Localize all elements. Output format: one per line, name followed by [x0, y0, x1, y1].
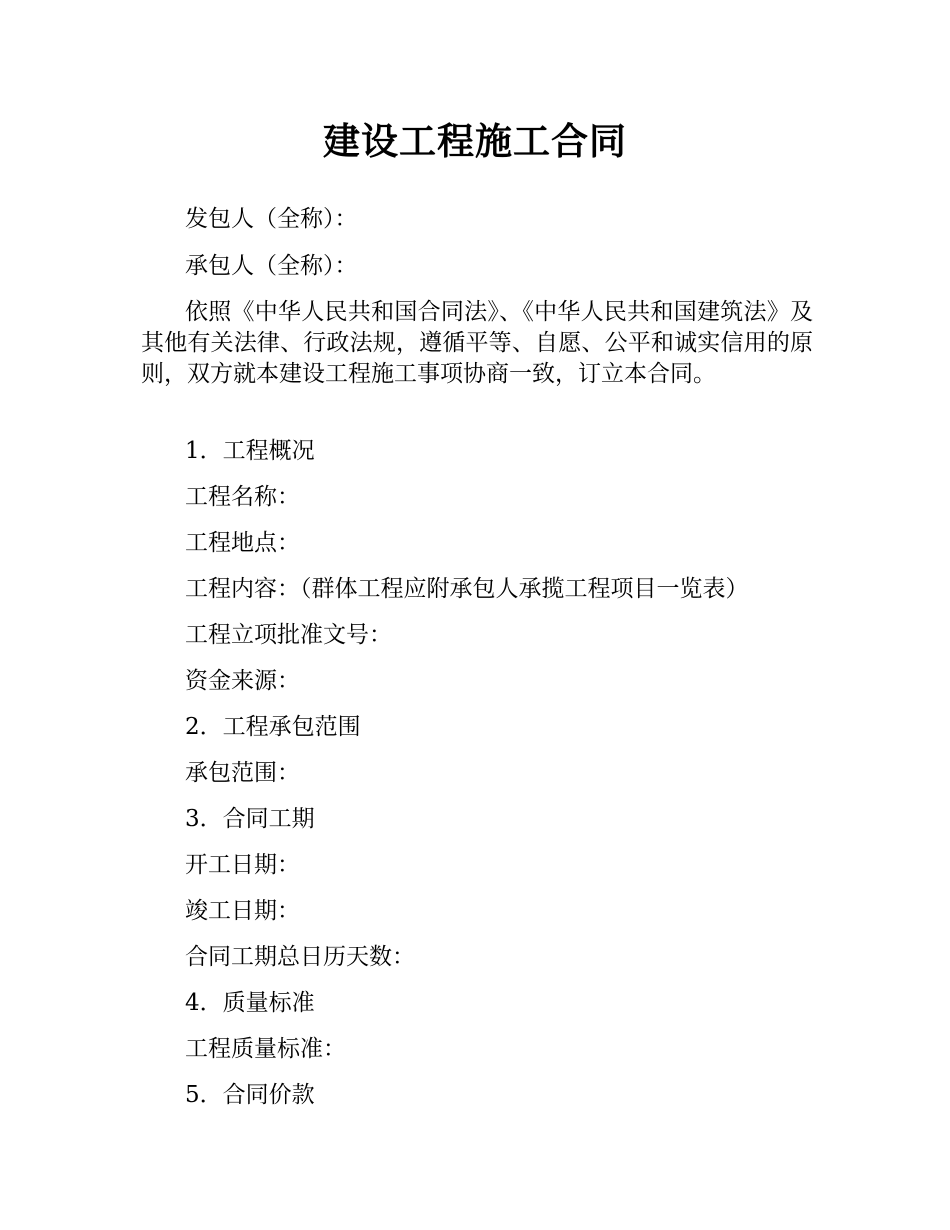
field-project-name: 工程名称：: [185, 484, 300, 510]
field-approval-number: 工程立项批准文号：: [185, 622, 392, 648]
section-heading-scope: 2．工程承包范围: [185, 714, 361, 740]
intro-paragraph: 依照《中华人民共和国合同法》、《中华人民共和国建筑法》及其他有关法律、行政法规，遵循平等、自愿、公平和诚实信用的原则，双方就本建设工程施工事项协商一致，订立本合同。: [141, 299, 813, 387]
section-heading-period: 3．合同工期: [185, 806, 315, 832]
field-project-location: 工程地点：: [185, 530, 300, 556]
field-completion-date: 竣工日期：: [185, 898, 300, 924]
section-heading-quality: 4．质量标准: [185, 990, 315, 1016]
section-heading-price: 5．合同价款: [185, 1082, 315, 1108]
field-quality-standard: 工程质量标准：: [185, 1036, 346, 1062]
field-funding-source: 资金来源：: [185, 668, 300, 694]
field-total-days: 合同工期总日历天数：: [185, 944, 415, 970]
field-project-content: 工程内容：（群体工程应附承包人承揽工程项目一览表）: [185, 576, 749, 602]
section-heading-overview: 1．工程概况: [185, 438, 315, 464]
field-start-date: 开工日期：: [185, 852, 300, 878]
contractor-line: 承包人（全称）：: [185, 253, 358, 279]
field-scope: 承包范围：: [185, 760, 300, 786]
employer-line: 发包人（全称）：: [185, 206, 358, 232]
page-title: 建设工程施工合同: [323, 120, 627, 163]
